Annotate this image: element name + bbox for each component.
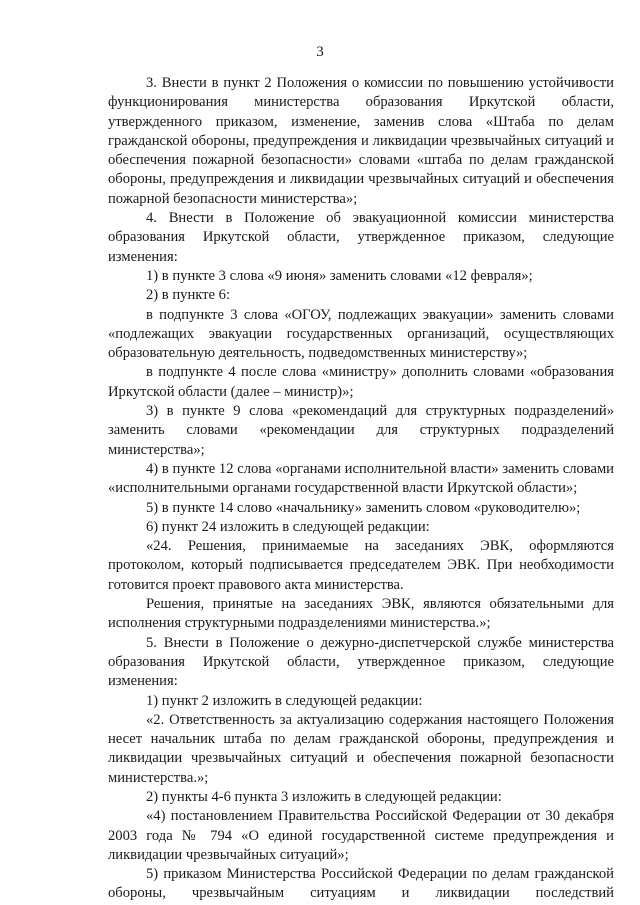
paragraph: Решения, принятые на заседаниях ЭВК, являются обязательными для исполнения структурными подразделениями министерства.»; bbox=[108, 596, 614, 632]
paragraph: 6) пункт 24 изложить в следующей редакции: bbox=[146, 518, 430, 535]
paragraph: 2) пункты 4-6 пункта 3 изложить в следующей редакции: bbox=[146, 788, 502, 805]
paragraph: в подпункте 3 слова «ОГОУ, подлежащих эвакуации» заменить словами «подлежащих эвакуации государственных организаций, осуществляющих образовательную деятельность, подведомственных министерству»; bbox=[108, 306, 614, 362]
paragraph: 5) в пункте 14 слово «начальнику» заменить словом «руководителю»; bbox=[146, 499, 581, 516]
paragraph: «24. Решения, принимаемые на заседаниях ЭВК, оформляются протоколом, который подписывается председателем ЭВК. При необходимости готовится проект правового акта министерства. bbox=[108, 538, 614, 593]
paragraph: 1) пункт 2 изложить в следующей редакции: bbox=[146, 692, 423, 709]
paragraph: 2) в пункте 6: bbox=[146, 287, 231, 304]
paragraph: в подпункте 4 после слова «министру» дополнить словами «образования Иркутской области (далее – министр)»; bbox=[108, 364, 614, 400]
paragraph: 5) приказом Министерства Российской Федерации по делам гражданской обороны, чрезвычайным ситуациям и ликвидации последствий bbox=[108, 866, 614, 902]
paragraph: 5. Внести в Положение о дежурно-диспетчерской службе министерства образования Иркутской области, утвержденное приказом, следующие изменения: bbox=[108, 634, 614, 690]
paragraph: «2. Ответственность за актуализацию содержания настоящего Положения несет начальник штаба по делам гражданской обороны, предупреждения и ликвидации чрезвычайных ситуаций и обеспечения пожарной безопасности министерства.»; bbox=[108, 711, 614, 786]
page-number: 3 bbox=[316, 44, 324, 60]
paragraph: 1) в пункте 3 слова «9 июня» заменить словами «12 февраля»; bbox=[146, 267, 533, 284]
paragraph: 3. Внести в пункт 2 Положения о комиссии по повышению устойчивости функционирования министерства образования Иркутской области, утвержденного приказом, изменение, заменив слова «Штаба по делам гражданской обороны, предупреждения и ликвидации чрезвычайных ситуаций и обеспечения пожарной безопасности» словами «штаба по делам гражданской обороны, предупреждения и ликвидации чрезвычайных ситуаций и обеспечения пожарной безопасности министерства»; bbox=[108, 75, 614, 207]
paragraph: 4. Внести в Положение об эвакуационной комиссии министерства образования Иркутской области, утвержденное приказом, следующие изменения: bbox=[108, 210, 614, 265]
paragraph: 3) в пункте 9 слова «рекомендаций для структурных подразделений» заменить словами «рекомендации для структурных подразделений министерства»; bbox=[108, 403, 614, 458]
paragraph: «4) постановлением Правительства Российской Федерации от 30 декабря 2003 года № 794 «О единой государственной системе предупреждения и ликвидации чрезвычайных ситуаций»; bbox=[108, 808, 614, 863]
paragraph: 4) в пункте 12 слова «органами исполнительной власти» заменить словами «исполнительными органами государственной власти Иркутской области»; bbox=[108, 460, 614, 497]
document-body bbox=[108, 74, 614, 904]
